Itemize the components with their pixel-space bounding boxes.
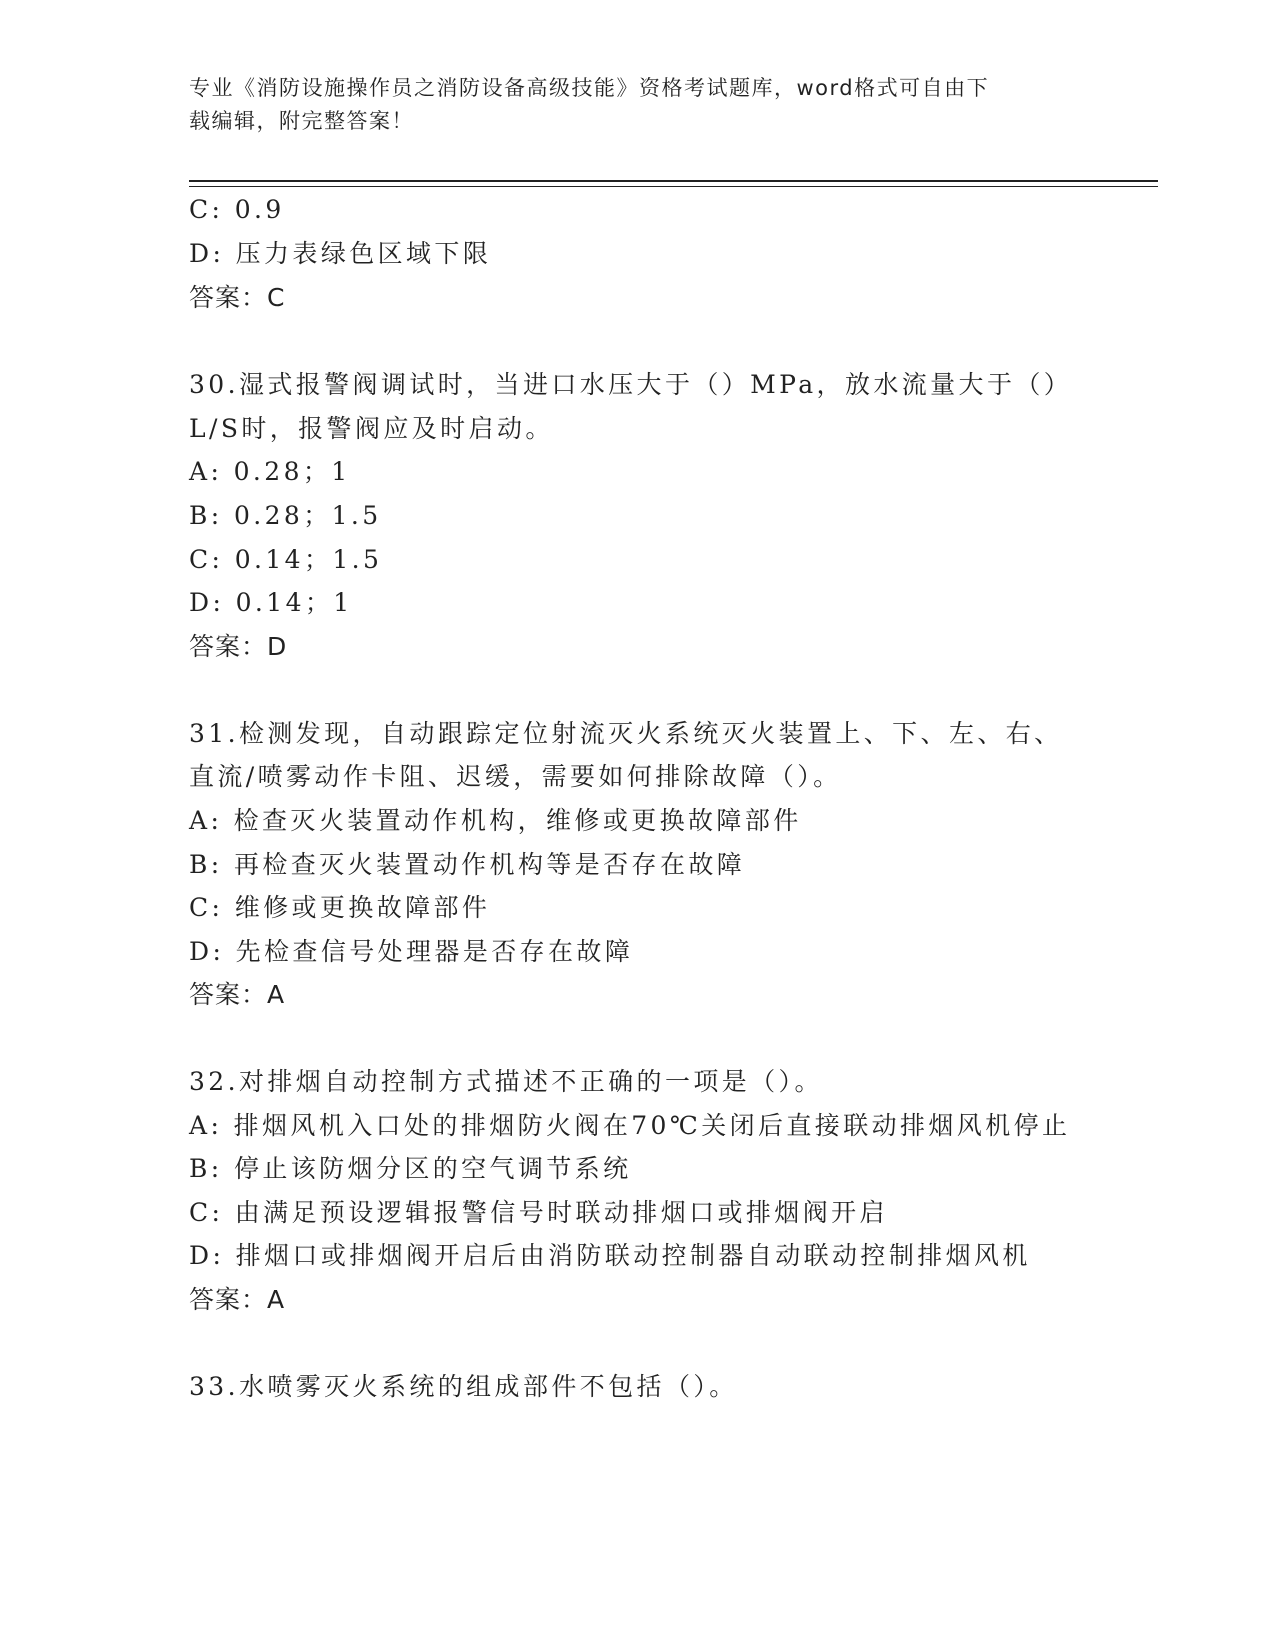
q32-option-b: B: 停止该防烟分区的空气调节系统 <box>189 1154 632 1183</box>
q31-option-b: B: 再检查灭火装置动作机构等是否存在故障 <box>189 850 746 879</box>
q32-option-d: D: 排烟口或排烟阀开启后由消防联动控制器自动联动控制排烟风机 <box>189 1241 1031 1270</box>
q33-stem-line-1: 33.水喷雾灭火系统的组成部件不包括（）。 <box>189 1372 738 1401</box>
q30-option-b: B: 0.28；1.5 <box>189 501 382 530</box>
q29-answer: 答案：C <box>189 283 286 312</box>
q32-answer: 答案：A <box>189 1285 286 1314</box>
q32-option-c: C: 由满足预设逻辑报警信号时联动排烟口或排烟阀开启 <box>189 1198 888 1227</box>
q30-answer: 答案：D <box>189 632 288 661</box>
q31-option-d: D: 先检查信号处理器是否存在故障 <box>189 937 634 966</box>
header-divider-thick <box>189 180 1158 182</box>
q30-stem-line-2: L/S时，报警阀应及时启动。 <box>189 414 554 443</box>
document-header <box>189 72 1089 138</box>
q31-option-c: C: 维修或更换故障部件 <box>189 893 491 922</box>
q29-option-d: D: 压力表绿色区域下限 <box>189 239 492 268</box>
q30-option-c: C: 0.14；1.5 <box>189 545 383 574</box>
q31-option-a: A: 检查灭火装置动作机构，维修或更换故障部件 <box>189 806 802 835</box>
q30-option-d: D: 0.14；1 <box>189 588 353 617</box>
q31-answer: 答案：A <box>189 980 286 1009</box>
header-line-2: 载编辑，附完整答案！ <box>189 109 414 133</box>
q30-stem-line-1: 30.湿式报警阀调试时，当进口水压大于（）MPa，放水流量大于（） <box>189 370 1073 399</box>
q32-option-a: A: 排烟风机入口处的排烟防火阀在70℃关闭后直接联动排烟风机停止 <box>189 1111 1071 1140</box>
q31-stem-line-1: 31.检测发现，自动跟踪定位射流灭火系统灭火装置上、下、左、右、 <box>189 719 1063 748</box>
header-line-1: 专业《消防设施操作员之消防设备高级技能》资格考试题库，word格式可自由下 <box>189 76 990 100</box>
q30-option-a: A: 0.28；1 <box>189 457 351 486</box>
q32-stem-line-1: 32.对排烟自动控制方式描述不正确的一项是（）。 <box>189 1067 823 1096</box>
q31-stem-line-2: 直流/喷雾动作卡阻、迟缓，需要如何排除故障（）。 <box>189 762 842 791</box>
header-divider-thin <box>189 186 1158 187</box>
q29-option-c: C: 0.9 <box>189 195 285 224</box>
